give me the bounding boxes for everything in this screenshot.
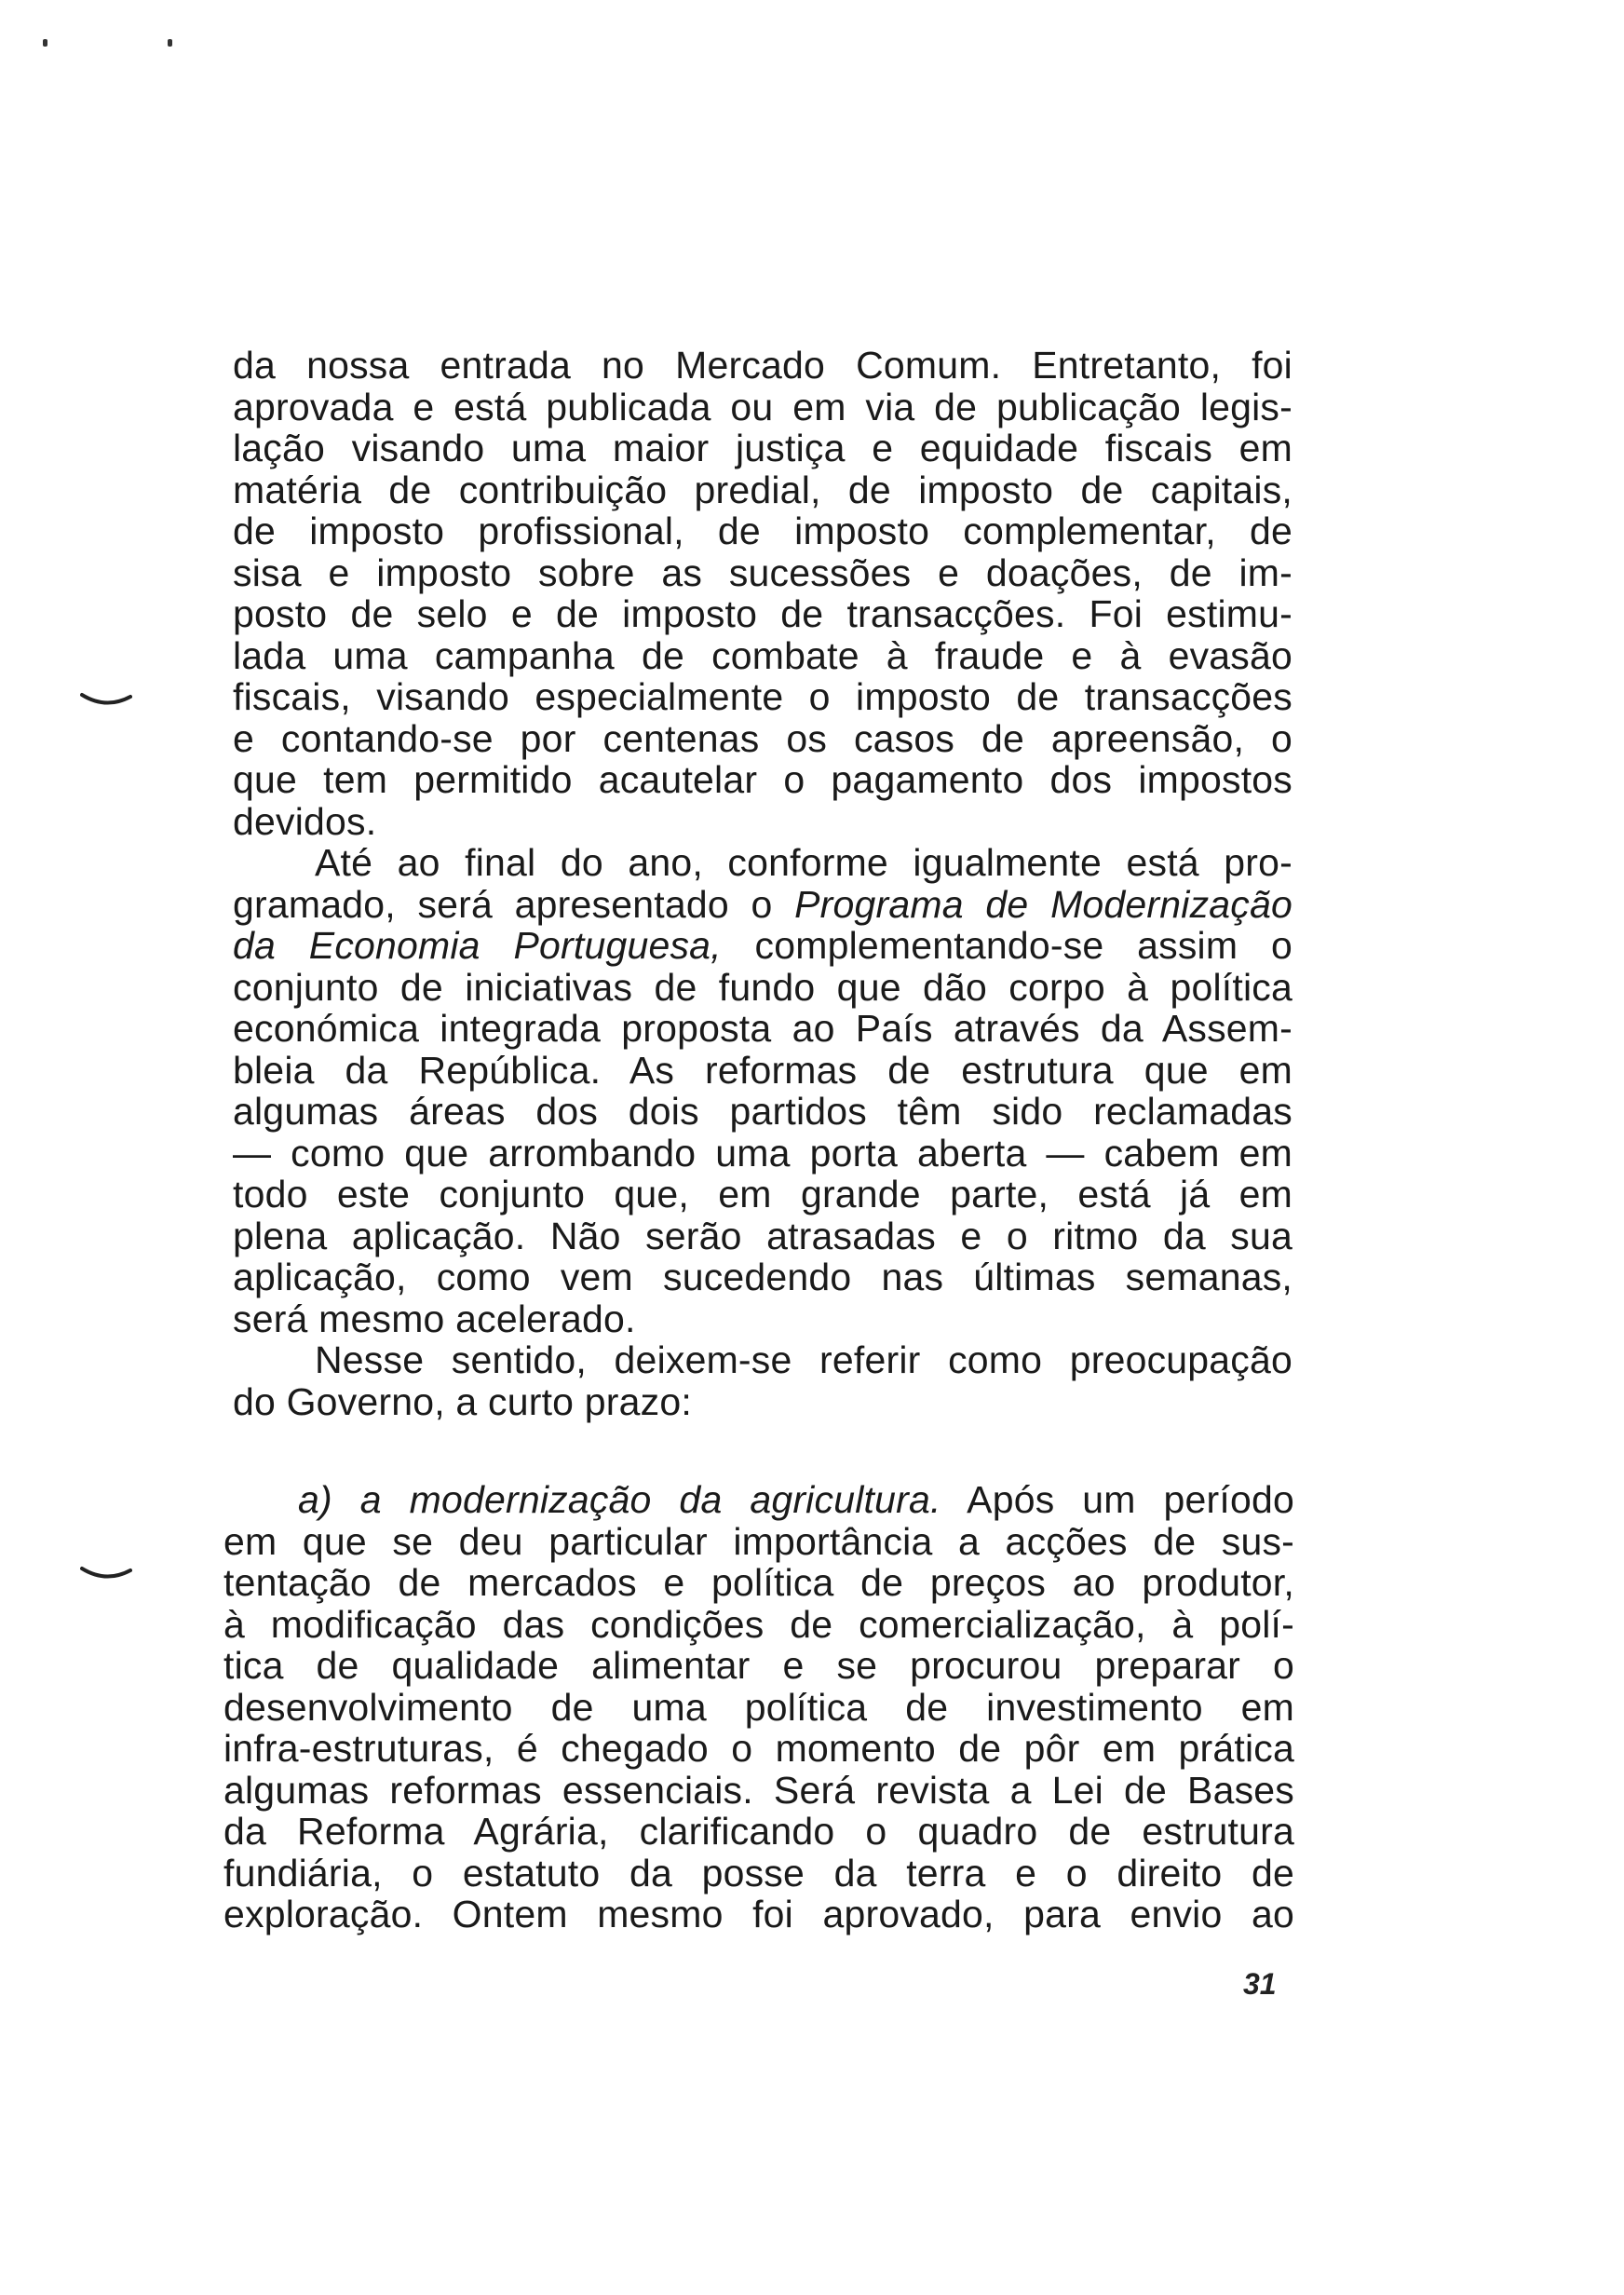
margin-tick-icon — [80, 1565, 132, 1583]
text-line: e contando-se por centenas os casos de apreensão, o — [233, 716, 1292, 760]
text-run: complementando-se assim o — [721, 924, 1292, 967]
text-line — [233, 884, 1292, 926]
text-line: da Reforma Agrária, clarificando o quadro de estrutura — [223, 1810, 1294, 1853]
page-number: 31 — [1243, 1967, 1277, 2001]
body-text — [233, 345, 1292, 1422]
text-line: que tem permitido acautelar o pagamento dos impostos — [233, 758, 1292, 801]
text-line — [233, 925, 1292, 967]
text-line: todo este conjunto que, em grande parte, está já em — [233, 1173, 1292, 1215]
text-run: Após um período — [941, 1478, 1294, 1521]
text-line: posto de selo e de imposto de transacções. Foi estimu- — [233, 592, 1292, 635]
scan-speck — [168, 39, 172, 47]
text-line: lada uma campanha de combate à fraude e à evasão — [233, 633, 1292, 677]
text-line: aprovada e está publicada ou em via de publicação legis- — [233, 385, 1292, 428]
text-run: gramado, será apresentado o — [233, 882, 795, 926]
list-item-first-line — [223, 1479, 1294, 1521]
text-line: conjunto de iniciativas de fundo que dão corpo à política — [233, 965, 1292, 1009]
text-line: tica de qualidade alimentar e se procurou preparar o — [223, 1644, 1294, 1687]
text-line: à modificação das condições de comercialização, à polí- — [223, 1602, 1294, 1646]
text-line: algumas áreas dos dois partidos têm sido reclamadas — [233, 1090, 1292, 1133]
text-line: em que se deu particular importância a acções de sus- — [223, 1519, 1294, 1563]
scan-speck — [43, 39, 47, 47]
text-line: plena aplicação. Não serão atrasadas e o ritmo da sua — [233, 1214, 1292, 1257]
text-line: algumas reformas essenciais. Será revista a Lei de Bases — [223, 1768, 1294, 1812]
margin-tick-icon — [80, 691, 132, 710]
list-marker: a) — [298, 1478, 332, 1521]
item-title-italic: a modernização da agricultura. — [332, 1478, 941, 1521]
paragraph-first-line: Até ao final do ano, conforme igualmente está pro- — [315, 841, 1292, 884]
text-line: bleia da República. As reformas de estrutura que em — [233, 1048, 1292, 1092]
text-line: exploração. Ontem mesmo foi aprovado, para envio ao — [223, 1893, 1294, 1935]
text-line: — como que arrombando uma porta aberta — cabem em — [233, 1131, 1292, 1175]
text-line: sisa e imposto sobre as sucessões e doações, de im- — [233, 550, 1292, 594]
text-line: infra-estruturas, é chegado o momento de pôr em prática — [223, 1727, 1294, 1770]
text-line: de imposto profissional, de imposto complementar, de — [233, 509, 1292, 552]
text-line: da nossa entrada no Mercado Comum. Entretanto, foi — [233, 344, 1292, 387]
text-line: do Governo, a curto prazo: — [233, 1379, 692, 1423]
program-title-italic: da Economia Portuguesa, — [233, 924, 722, 967]
paragraph-first-line: Nesse sentido, deixem-se referir como preocupação — [315, 1338, 1292, 1381]
text-line: fiscais, visando especialmente o imposto de transacções — [233, 675, 1292, 718]
text-line: matéria de contribuição predial, de imposto de capitais, — [233, 468, 1292, 511]
text-line: tentação de mercados e política de preços ao produtor, — [223, 1561, 1294, 1604]
text-line: económica integrada proposta ao País através da Assem- — [233, 1007, 1292, 1050]
text-line: será mesmo acelerado. — [233, 1297, 636, 1340]
text-line: devidos. — [233, 799, 377, 843]
text-line: lação visando uma maior justiça e equidade fiscais em — [233, 427, 1292, 469]
list-item-a — [223, 1479, 1294, 1935]
program-title-italic: Programa de Modernização — [794, 882, 1292, 926]
text-line: desenvolvimento de uma política de investimento em — [223, 1685, 1294, 1729]
text-line: aplicação, como vem sucedendo nas últimas semanas, — [233, 1256, 1292, 1298]
text-line: fundiária, o estatuto da posse da terra e o direito de — [223, 1851, 1294, 1894]
